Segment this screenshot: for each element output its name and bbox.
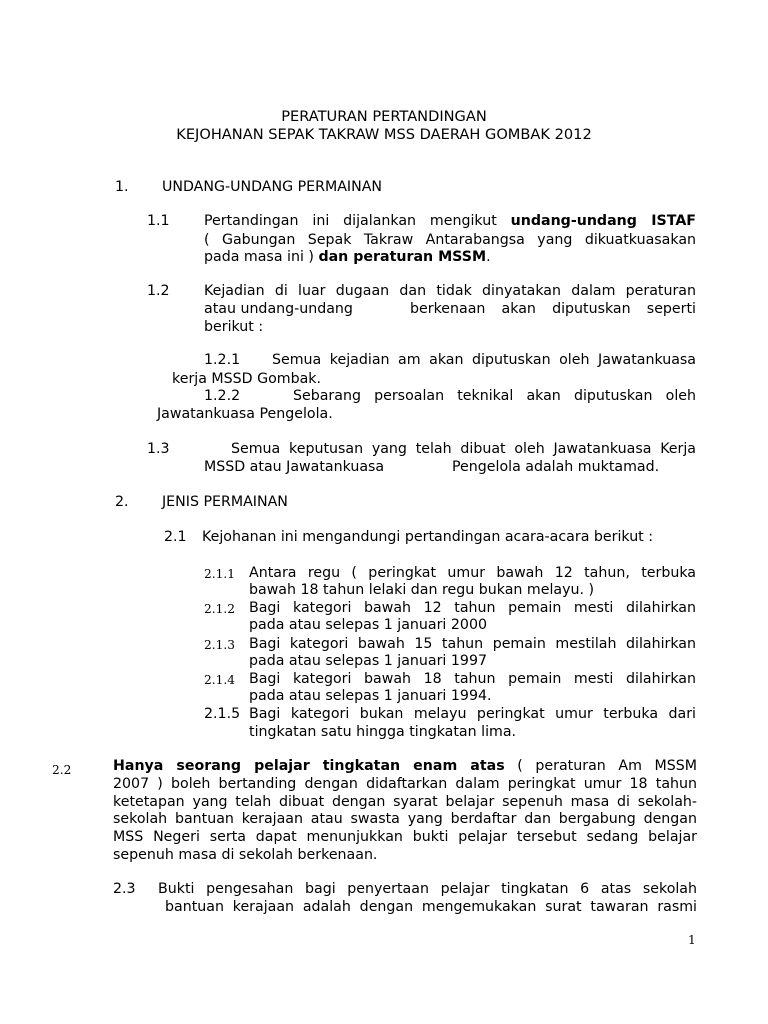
clause-1-2-2-number: 1.2.2	[204, 388, 241, 404]
clause-1-2-number: 1.2	[147, 283, 170, 299]
clause-2-1-2-number: 2.1.2	[204, 602, 236, 616]
clause-2-2-line-6: sepenuh masa di sekolah berkenaan.	[113, 847, 378, 863]
clause-1-3-line-1: Semua keputusan yang telah dibuat oleh Jawatankuasa Kerja	[231, 441, 696, 457]
clause-1-1-line-3: pada masa ini ) dan peraturan MSSM.	[204, 249, 491, 265]
clause-1-2-line-3: berikut :	[204, 319, 264, 335]
clause-2-1-4-number: 2.1.4	[204, 673, 236, 687]
document-title: PERATURAN PERTANDINGAN	[281, 108, 487, 125]
clause-2-1-5-number: 2.1.5	[204, 706, 241, 722]
page-number: 1	[688, 933, 696, 947]
clause-2-1-3-number: 2.1.3	[204, 638, 236, 652]
clause-2-2-line-2: 2007 ) boleh bertanding dengan didaftarkan dalam peringkat umur 18 tahun	[113, 776, 697, 792]
clause-2-1-5-line-1: Bagi kategori bukan melayu peringkat umur terbuka dari	[249, 706, 696, 722]
clause-2-1-2-line-1: Bagi kategori bawah 12 tahun pemain mesti dilahirkan	[249, 600, 696, 616]
clause-2-1-3-line-2: pada atau selepas 1 januari 1997	[249, 653, 487, 669]
clause-2-1-2-line-2: pada atau selepas 1 januari 2000	[249, 617, 487, 633]
clause-2-3-line-2: bantuan kerajaan adalah dengan mengemukakan surat tawaran rasmi	[165, 899, 697, 915]
clause-1-2-2-line-1: Sebarang persoalan teknikal akan diputuskan oleh	[293, 388, 696, 404]
clause-1-2-1-line-1: Semua kejadian am akan diputuskan oleh Jawatankuasa	[272, 352, 696, 368]
clause-1-2-line-2b: berkenaan akan diputuskan seperti	[410, 301, 696, 317]
document-subtitle: KEJOHANAN SEPAK TAKRAW MSS DAERAH GOMBAK 2012	[176, 126, 592, 143]
clause-1-3-number: 1.3	[147, 441, 170, 457]
section-2-heading: JENIS PERMAINAN	[162, 494, 288, 510]
clause-2-1-1-line-1: Antara regu ( peringkat umur bawah 12 tahun, terbuka	[249, 565, 696, 581]
clause-1-2-line-2a: atau undang-undang	[204, 301, 353, 317]
clause-2-2-line-1: Hanya seorang pelajar tingkatan enam atas ( peraturan Am MSSM	[113, 758, 697, 774]
section-1-heading: UNDANG-UNDANG PERMAINAN	[162, 179, 383, 195]
clause-1-3-line-2a: MSSD atau Jawatankuasa	[204, 459, 385, 475]
clause-1-2-2-line-2: Jawatankuasa Pengelola.	[157, 406, 333, 422]
section-1-number: 1.	[115, 179, 129, 195]
clause-1-1-line-2: ( Gabungan Sepak Takraw Antarabangsa yang dikuatkuasakan	[204, 232, 696, 248]
clause-2-2-line-4: sekolah bantuan kerajaan atau swasta yang berdaftar dan bergabung dengan	[113, 811, 697, 827]
clause-1-2-1-number: 1.2.1	[204, 352, 241, 368]
clause-1-2-1-line-2: kerja MSSD Gombak.	[172, 371, 322, 387]
section-2-number: 2.	[115, 494, 129, 510]
clause-2-1-4-line-2: pada atau selepas 1 januari 1994.	[249, 688, 492, 704]
clause-2-2-number: 2.2	[52, 763, 72, 777]
clause-2-1-1-line-2: bawah 18 tahun lelaki dan regu bukan melayu. )	[249, 582, 595, 598]
clause-1-2-line-1: Kejadian di luar dugaan dan tidak dinyatakan dalam peraturan	[204, 283, 696, 299]
clause-2-3-line-1: Bukti pengesahan bagi penyertaan pelajar tingkatan 6 atas sekolah	[158, 881, 697, 897]
clause-2-1-number: 2.1	[164, 529, 187, 545]
clause-2-1-5-line-2: tingkatan satu hingga tingkatan lima.	[249, 724, 517, 740]
clause-2-3-number: 2.3	[113, 881, 136, 897]
clause-2-1-1-number: 2.1.1	[204, 567, 236, 581]
clause-1-1-line-1: Pertandingan ini dijalankan mengikut undang-undang ISTAF	[204, 213, 696, 229]
clause-2-2-line-3: ketetapan yang telah dibuat dengan syarat belajar sepenuh masa di sekolah-	[113, 794, 697, 810]
clause-2-2-line-5: MSS Negeri serta dapat menunjukkan bukti pelajar tersebut sedang belajar	[113, 829, 697, 845]
clause-1-3-line-2b: Pengelola adalah muktamad.	[452, 459, 660, 475]
clause-2-1-text: Kejohanan ini mengandungi pertandingan acara-acara berikut :	[202, 529, 654, 545]
clause-2-1-3-line-1: Bagi kategori bawah 15 tahun pemain mestilah dilahirkan	[249, 636, 696, 652]
clause-2-1-4-line-1: Bagi kategori bawah 18 tahun pemain mesti dilahirkan	[249, 671, 696, 687]
clause-1-1-number: 1.1	[147, 213, 170, 229]
